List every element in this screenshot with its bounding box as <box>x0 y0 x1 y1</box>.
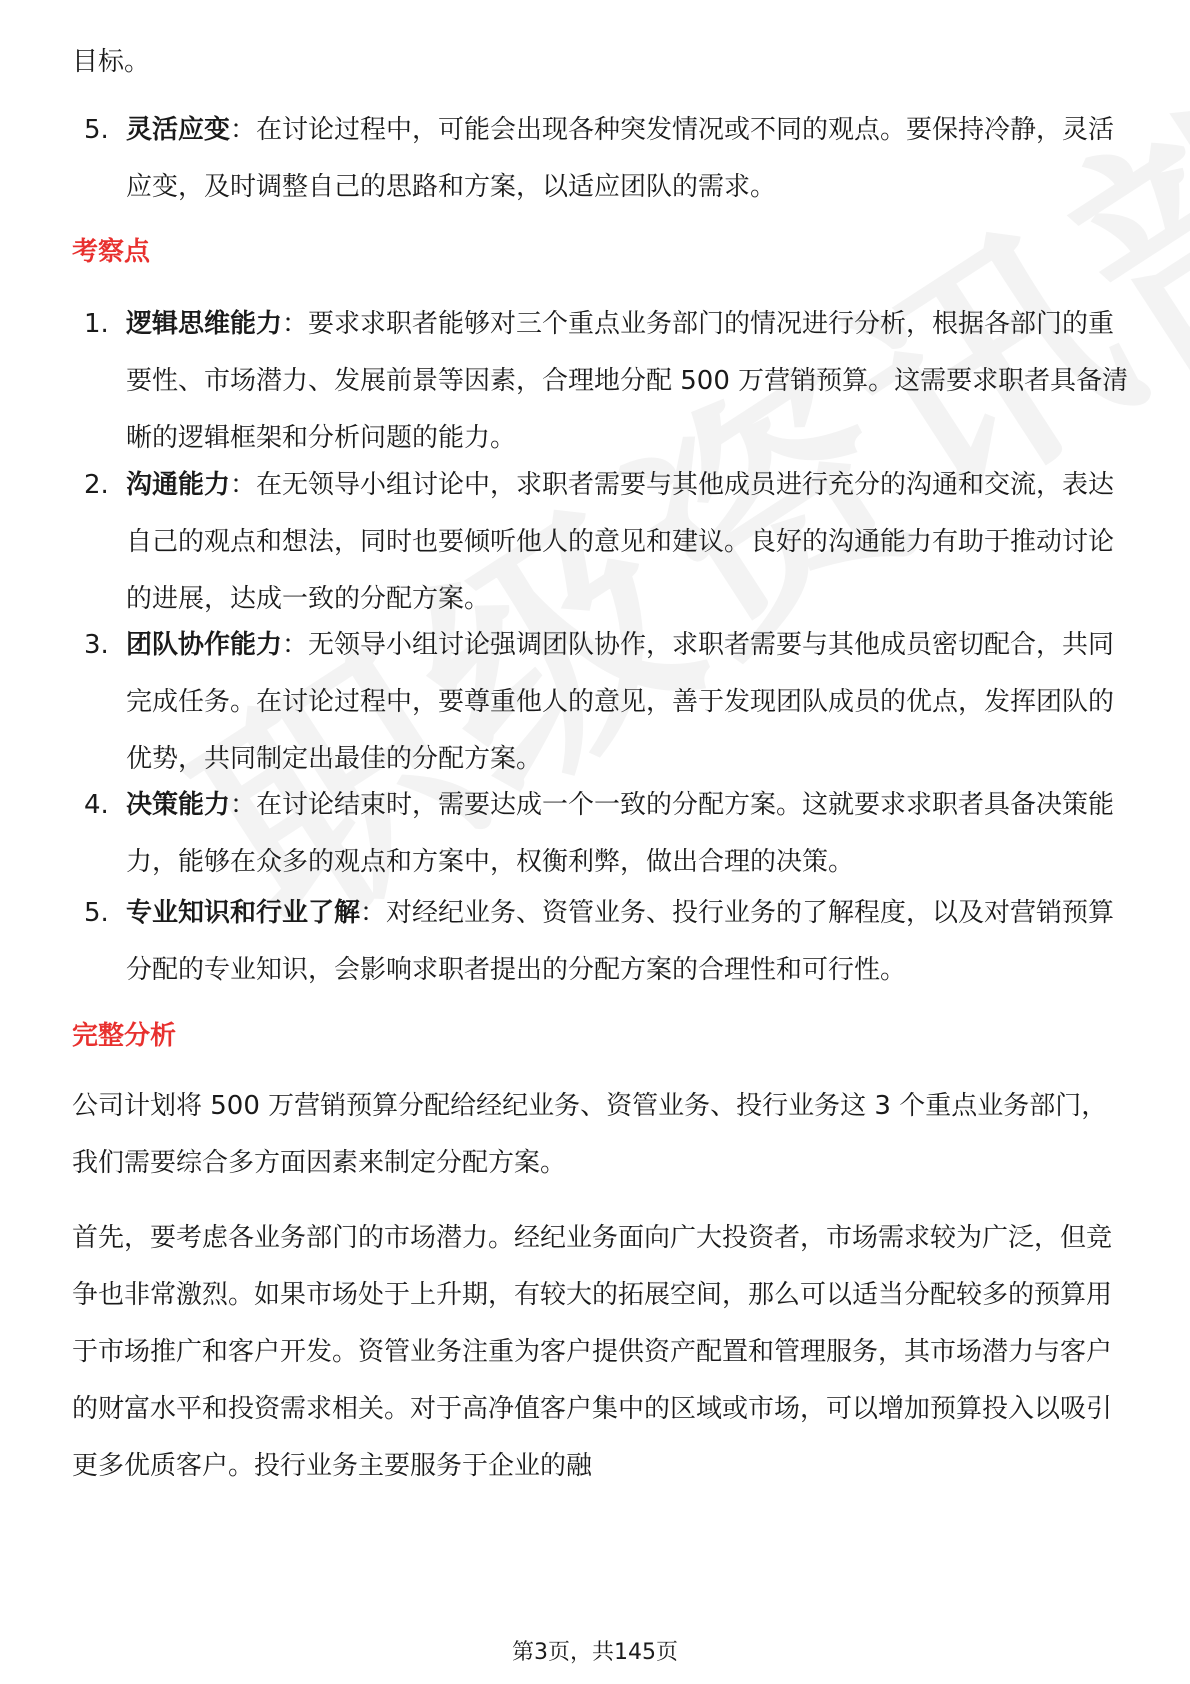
list-item <box>72 617 1132 788</box>
list-item-title: 团队协作能力 <box>126 630 283 660</box>
list-item-title: 沟通能力 <box>126 470 231 500</box>
list-number: 5. <box>84 898 109 928</box>
list-item <box>72 457 1132 628</box>
list-item-text: ：在讨论结束时，需要达成一个一致的分配方案。这就要求求职者具备决策能力，能够在众多的观点和方案中，权衡利弊，做出合理的决策。 <box>126 790 1115 877</box>
list-number: 5. <box>84 115 109 145</box>
list-number: 3. <box>84 630 109 660</box>
list-number: 4. <box>84 790 109 820</box>
list-item-title: 灵活应变 <box>126 115 231 145</box>
intro-list-item <box>72 102 1132 216</box>
list-item-text: ：要求求职者能够对三个重点业务部门的情况进行分析，根据各部门的重要性、市场潜力、发展前景等因素，合理地分配 500 万营销预算。这需要求职者具备清晰的逻辑框架和分析问题的能力。 <box>126 309 1129 453</box>
top-continuation: 目标。 <box>72 47 151 77</box>
list-item-title: 决策能力 <box>126 790 231 820</box>
list-item-text: ：无领导小组讨论强调团队协作，求职者需要与其他成员密切配合，共同完成任务。在讨论过程中，要尊重他人的意见，善于发现团队成员的优点，发挥团队的优势，共同制定出最佳的分配方案。 <box>126 630 1115 774</box>
page-number: 第3页，共145页 <box>512 1640 678 1665</box>
list-item-text: ：在讨论过程中，可能会出现各种突发情况或不同的观点。要保持冷静，灵活应变，及时调整自己的思路和方案，以适应团队的需求。 <box>126 115 1115 202</box>
section-title-analysis: 完整分析 <box>72 1021 177 1051</box>
list-item-text: ：对经纪业务、资管业务、投行业务的了解程度，以及对营销预算分配的专业知识，会影响求职者提出的分配方案的合理性和可行性。 <box>126 898 1115 985</box>
list-item-title: 逻辑思维能力 <box>126 309 283 339</box>
list-item <box>72 885 1132 999</box>
analysis-paragraph: 首先，要考虑各业务部门的市场潜力。经纪业务面向广大投资者，市场需求较为广泛，但竞争也非常激烈。如果市场处于上升期，有较大的拓展空间，那么可以适当分配较多的预算用于市场推广和客户开发。资管业务注重为客户提供资产配置和管理服务，其市场潜力与客户的财富水平和投资需求相关。对于高净值客户集中的区域或市场，可以增加预算投入以吸引更多优质客户。投行业务主要服务于企业的融 <box>72 1223 1113 1481</box>
list-number: 1. <box>84 309 109 339</box>
section-title-kaochadian: 考察点 <box>72 237 151 267</box>
list-number: 2. <box>84 470 109 500</box>
analysis-paragraph: 公司计划将 500 万营销预算分配给经纪业务、资管业务、投行业务这 3 个重点业务部门，我们需要综合多方面因素来制定分配方案。 <box>72 1091 1108 1178</box>
list-item-title: 专业知识和行业了解 <box>126 898 361 928</box>
list-item-text: ：在无领导小组讨论中，求职者需要与其他成员进行充分的沟通和交流，表达自己的观点和想法，同时也要倾听他人的意见和建议。良好的沟通能力有助于推动讨论的进展，达成一致的分配方案。 <box>126 470 1115 614</box>
list-item <box>72 296 1132 467</box>
list-item <box>72 777 1132 891</box>
